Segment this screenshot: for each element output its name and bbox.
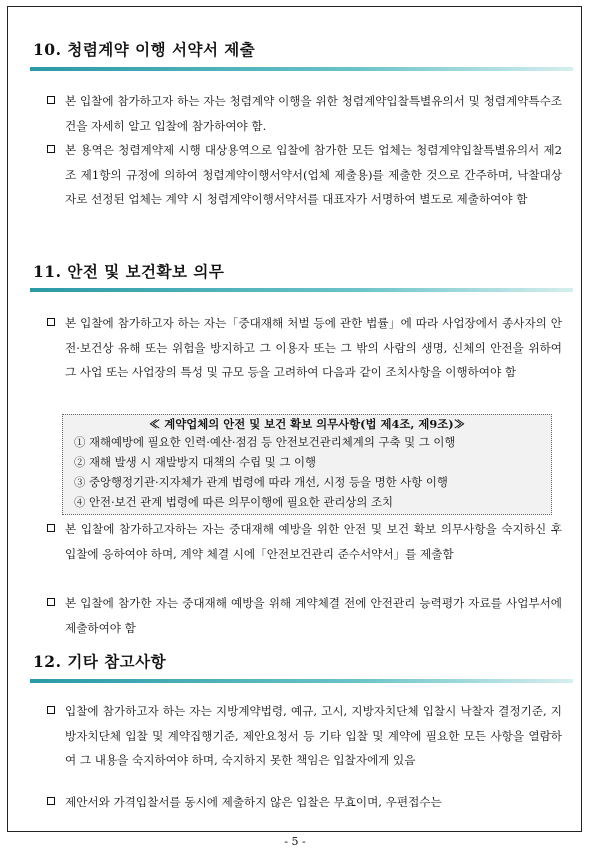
box-item: ② 재해 발생 시 재발방지 대책의 수립 및 그 이행 xyxy=(74,455,317,469)
box-item: ④ 안전·보건 관계 법령에 따른 의무이행에 필요한 관리상의 조치 xyxy=(74,495,394,509)
section-divider xyxy=(30,67,573,71)
paragraph-text: 입찰에 참가하고자 하는 자는 지방계약법령, 예규, 고시, 지방자치단체 입찰시 낙찰자 결정기준, 지방자치단체 입찰 및 계약집행기준, 제안요청서 등 기타 입찰 및 계약에 필요한 모든 사항을 열람하여 그 내용을 숙지하여야 하며, 숙지하지 못한 책임은 입찰자에게 있음 xyxy=(65,704,562,767)
box-caption: ≪ 계약업체의 안전 및 보건 확보 의무사항(법 제4조, 제9조)≫ xyxy=(148,417,466,431)
paragraph-text: 본 입찰에 참가한 자는 중대재해 예방을 위해 계약체결 전에 안전관리 능력평가 자료를 사업부서에 제출하여야 함 xyxy=(65,596,562,635)
list-item xyxy=(47,89,562,138)
checkbox-bullet-icon xyxy=(47,524,55,532)
box-item: ① 재해예방에 필요한 인력·예산·점검 등 안전보건관리체계의 구축 및 그 이행 xyxy=(74,435,456,449)
section-divider xyxy=(30,288,573,292)
list-item xyxy=(47,699,562,773)
list-item xyxy=(47,790,562,815)
checkbox-bullet-icon xyxy=(47,598,55,606)
list-item xyxy=(47,311,562,385)
section-divider xyxy=(30,679,573,683)
box-item: ③ 중앙행정기관·지자체가 관계 법령에 따라 개선, 시정 등을 명한 사항 이행 xyxy=(74,475,448,489)
paragraph-text: 본 입찰에 참가하고자 하는 자는「중대재해 처벌 등에 관한 법률」에 따라 사업장에서 종사자의 안전·보건상 유해 또는 위험을 방지하고 그 이용자 또는 그 밖의 사람의 생명, 신체의 안전을 위하여 그 사업 또는 사업장의 특성 및 규모 등을 고려하여 다음과 같이 조치사항을 이행하여야 함 xyxy=(65,316,562,379)
page-number: - 5 - xyxy=(284,835,306,848)
obligations-box xyxy=(62,414,552,515)
checkbox-bullet-icon xyxy=(47,706,55,714)
paragraph-text: 본 용역은 청렴계약제 시행 대상용역으로 입찰에 참가한 모든 업체는 청렴계약입찰특별유의서 제2조 제1항의 규정에 의하여 청렴계약이행서약서(업체 제출용)를 제출한 것으로 간주하며, 낙찰대상자로 선정된 업체는 계약 시 청렴계약이행서약서를 대표자가 서명하여 별도로 제출하여야 함 xyxy=(65,143,562,206)
checkbox-bullet-icon xyxy=(47,318,55,326)
list-item xyxy=(47,517,562,566)
section-title-11: 11. 안전 및 보건확보 의무 xyxy=(33,262,225,281)
checkbox-bullet-icon xyxy=(47,145,55,153)
list-item xyxy=(47,138,562,212)
paragraph-text: 본 입찰에 참가하고자 하는 자는 청렴계약 이행을 위한 청렴계약입찰특별유의서 및 청렴계약특수조건을 자세히 알고 입찰에 참가하여야 함. xyxy=(65,94,562,133)
checkbox-bullet-icon xyxy=(47,96,55,104)
paragraph-text: 제안서와 가격입찰서를 동시에 제출하지 않은 입찰은 무효이며, 우편접수는 xyxy=(65,795,442,809)
section-title-10: 10. 청렴계약 이행 서약서 제출 xyxy=(33,40,256,59)
paragraph-text: 본 입찰에 참가하고자하는 자는 중대재해 예방을 위한 안전 및 보건 확보 의무사항을 숙지하신 후 입찰에 응하여야 하며, 계약 체결 시에「안전보건관리 준수서약서」를 제출함 xyxy=(65,522,562,561)
list-item xyxy=(47,591,562,640)
checkbox-bullet-icon xyxy=(47,797,55,805)
section-title-12: 12. 기타 참고사항 xyxy=(33,652,167,671)
